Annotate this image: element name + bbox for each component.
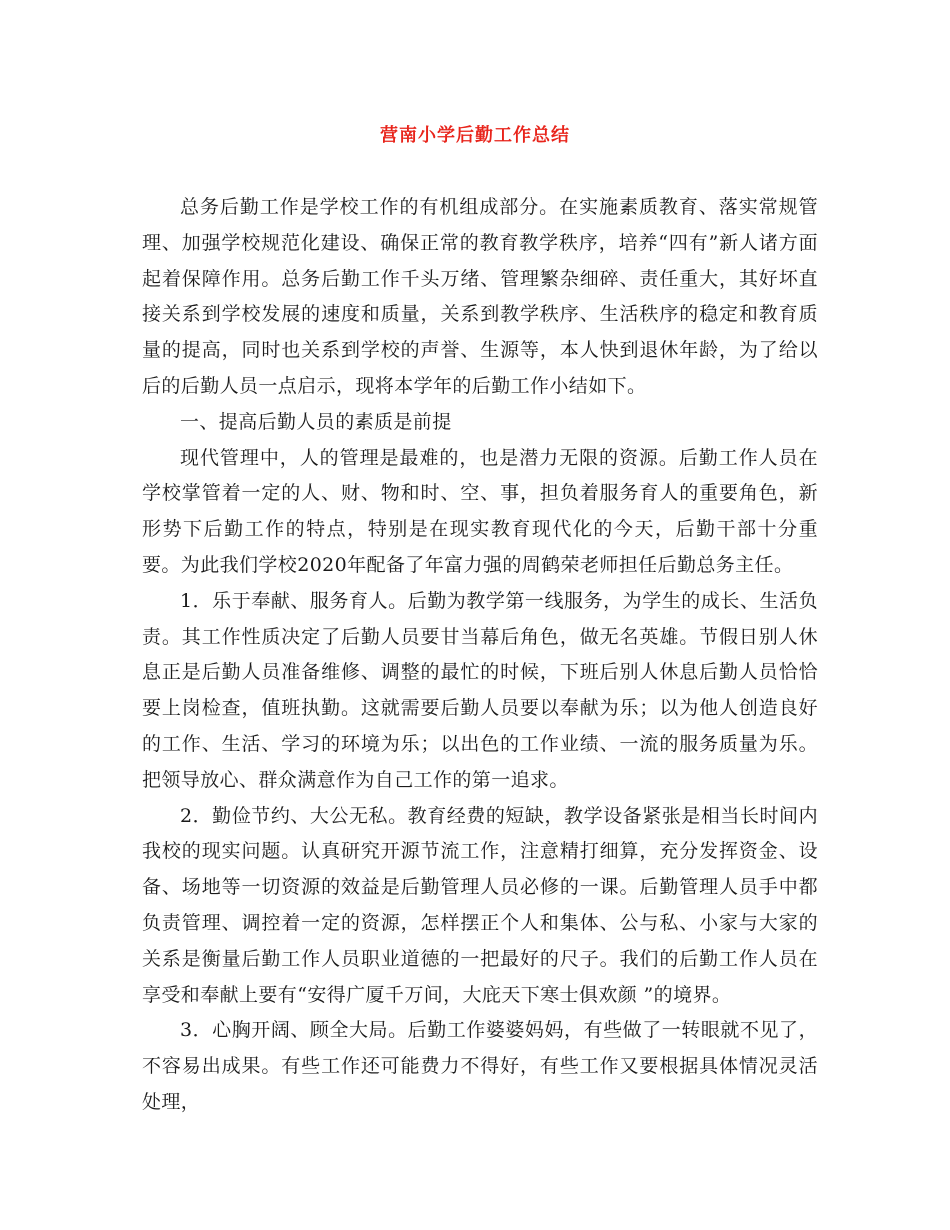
section-heading-1: 一、提高后勤人员的素质是前提 [180, 410, 452, 433]
paragraph-point-1: 1．乐于奉献、服务育人。后勤为教学第一线服务，为学生的成长、生活负责。其工作性质决定了后勤人员要甘当幕后角色，做无名英雄。节假日别人休息正是后勤人员准备维修、调整的最忙的时候，下班后别人休息后勤人员恰恰要上岗检查，值班执勤。这就需要后勤人员要以奉献为乐；以为他人创造良好的工作、生活、学习的环境为乐；以出色的工作业绩、一流的服务质量为乐。把领导放心、群众满意作为自己工作的第一追求。 [142, 589, 818, 791]
document-title: 营南小学后勤工作总结 [380, 125, 570, 146]
paragraph-point-3: 3．心胸开阔、顾全大局。后勤工作婆婆妈妈，有些做了一转眼就不见了，不容易出成果。有些工作还可能费力不得好，有些工作又要根据具体情况灵活处理， [142, 1019, 818, 1113]
document-body [142, 190, 818, 1121]
paragraph-point-2: 2．勤俭节约、大公无私。教育经费的短缺，教学设备紧张是相当长时间内我校的现实问题。认真研究开源节流工作，注意精打细算，充分发挥资金、设备、场地等一切资源的效益是后勤管理人员必修的一课。后勤管理人员手中都负责管理、调控着一定的资源，怎样摆正个人和集体、公与私、小家与大家的关系是衡量后勤工作人员职业道德的一把最好的尺子。我们的后勤工作人员在享受和奉献上要有“安得广厦千万间，大庇天下寒士俱欢颜 ”的境界。 [142, 804, 818, 1006]
paragraph-management: 现代管理中，人的管理是最难的，也是潜力无限的资源。后勤工作人员在学校掌管着一定的人、财、物和时、空、事，担负着服务育人的重要角色，新形势下后勤工作的特点，特别是在现实教育现代化的今天，后勤干部十分重要。为此我们学校2020年配备了年富力强的周鹤荣老师担任后勤总务主任。 [142, 446, 818, 576]
paragraph-intro: 总务后勤工作是学校工作的有机组成部分。在实施素质教育、落实常规管理、加强学校规范化建设、确保正常的教育教学秩序，培养“四有”新人诸方面起着保障作用。总务后勤工作千头万绪、管理繁杂细碎、责任重大，其好坏直接关系到学校发展的速度和质量，关系到教学秩序、生活秩序的稳定和教育质量的提高，同时也关系到学校的声誉、生源等，本人快到退休年龄，为了给以后的后勤人员一点启示，现将本学年的后勤工作小结如下。 [142, 196, 818, 397]
